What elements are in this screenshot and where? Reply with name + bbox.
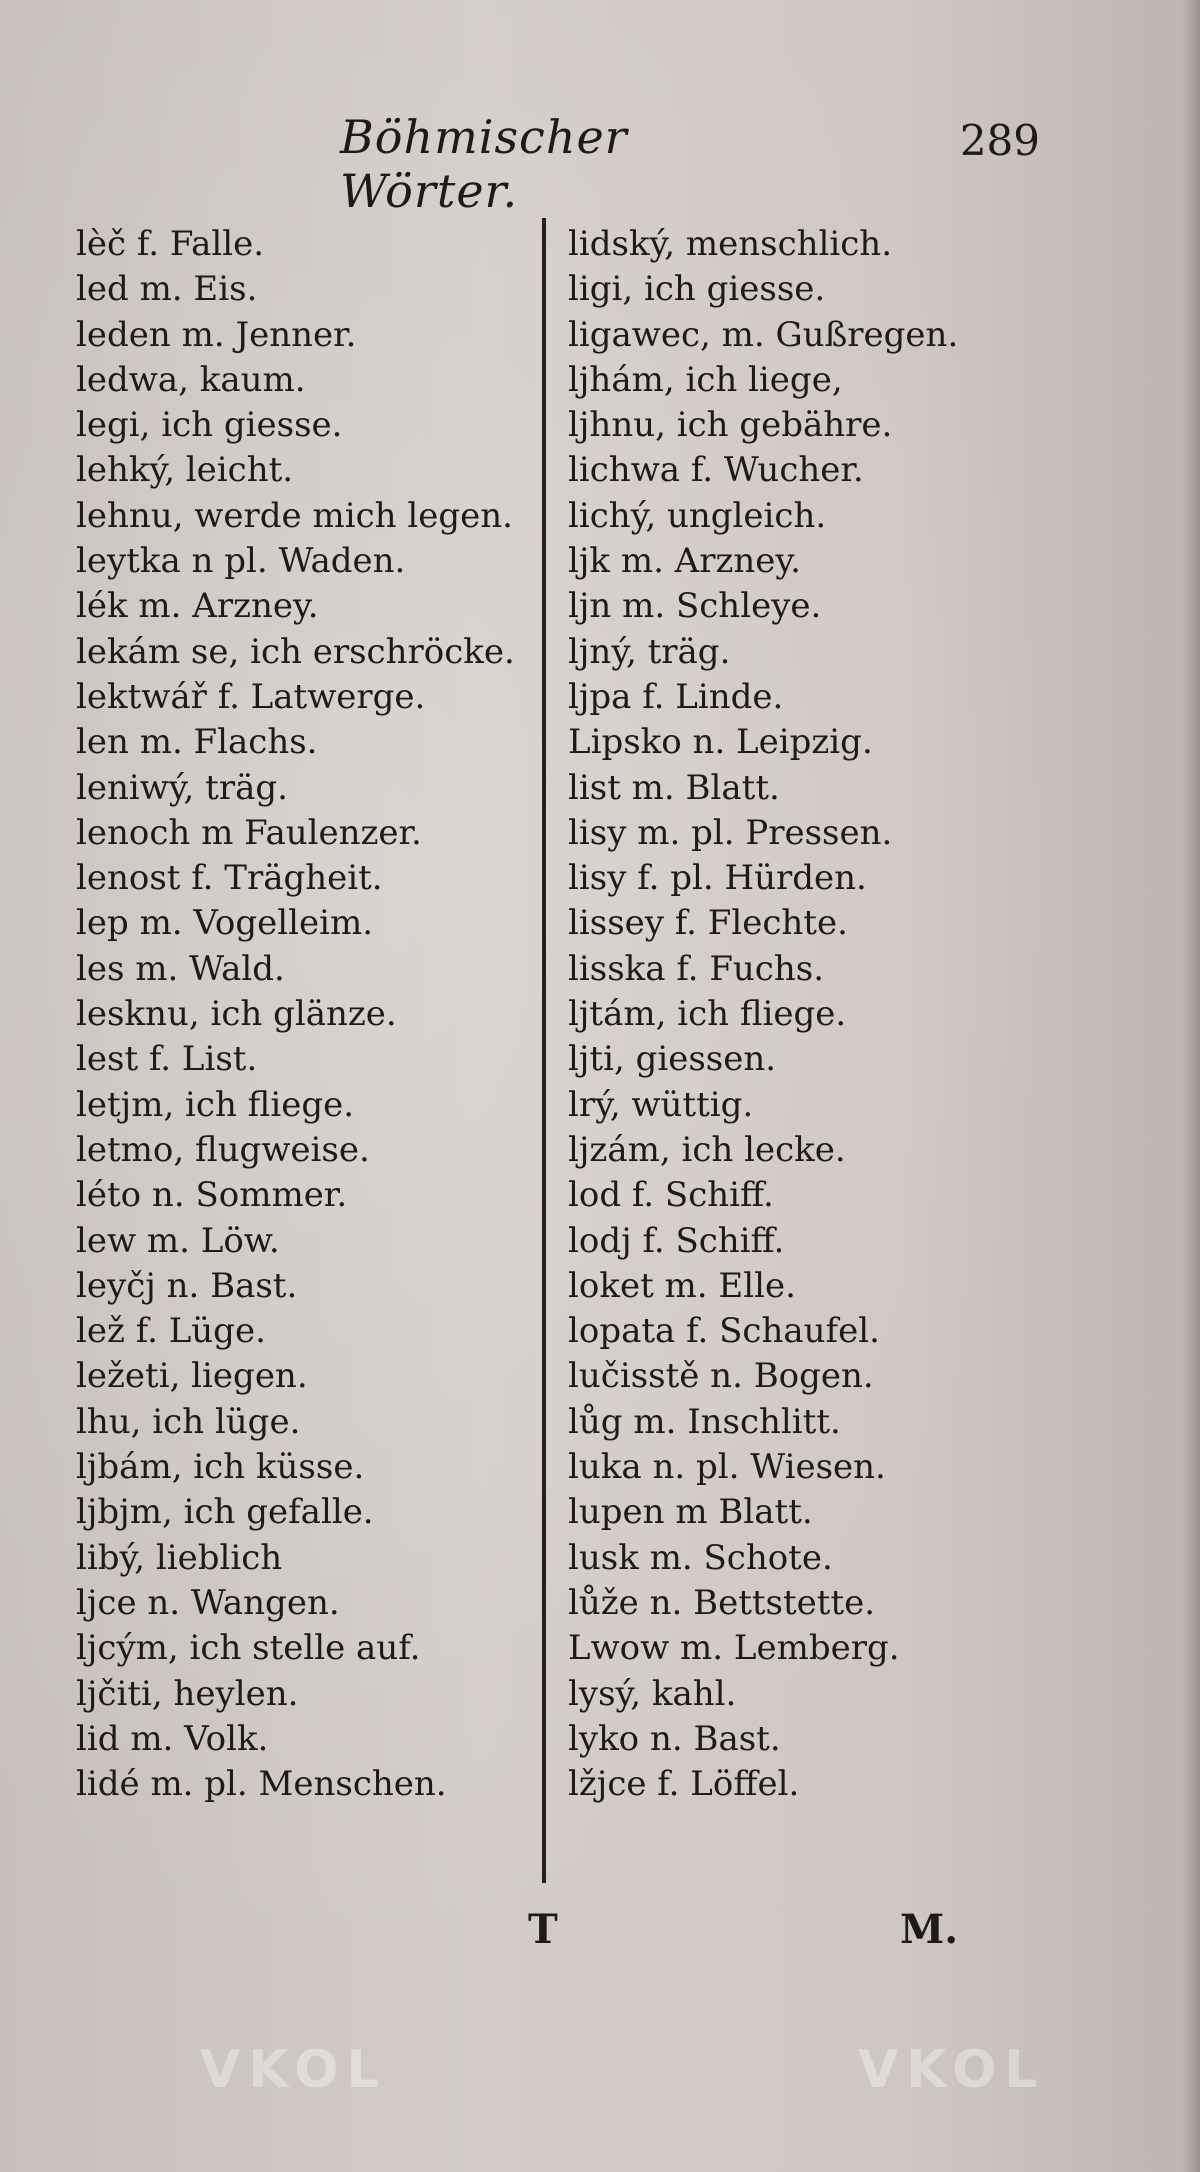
dictionary-entry: lenoch m Faulenzer. — [76, 812, 422, 853]
dictionary-entry: lesknu, ich glänze. — [76, 994, 397, 1035]
running-head: Böhmischer Wörter. — [340, 110, 628, 218]
dictionary-entry: lod f. Schiff. — [568, 1175, 774, 1216]
dictionary-entry: lůže n. Bettstette. — [568, 1582, 876, 1623]
dictionary-entry: lichý, ungleich. — [568, 495, 827, 536]
left-column — [76, 222, 546, 1807]
dictionary-entry: lenost f. Trägheit. — [76, 858, 383, 899]
watermark-text: VKOL — [200, 2040, 388, 2100]
page-number: 289 — [959, 116, 1040, 165]
column-divider — [542, 218, 546, 1883]
dictionary-entry: lůg m. Inschlitt. — [568, 1401, 841, 1442]
dictionary-entry: list m. Blatt. — [568, 767, 780, 808]
catchword: M. — [900, 1906, 959, 1953]
dictionary-entry: ljpa f. Linde. — [568, 676, 784, 717]
signature-mark: T — [528, 1906, 558, 1953]
dictionary-entry: ljčiti, heylen. — [76, 1673, 299, 1714]
dictionary-entry: ljný, träg. — [568, 631, 731, 672]
dictionary-entry: leniwý, träg. — [76, 767, 288, 808]
dictionary-entry: ljhnu, ich gebähre. — [568, 405, 893, 446]
dictionary-entry: lekám se, ich erschröcke. — [76, 631, 515, 672]
dictionary-entry: lopata f. Schaufel. — [568, 1311, 880, 1352]
dictionary-entry: lissey f. Flechte. — [568, 903, 848, 944]
dictionary-entry: lidé m. pl. Menschen. — [76, 1764, 447, 1805]
dictionary-entry: lysý, kahl. — [568, 1673, 737, 1714]
dictionary-entry: lichwa f. Wucher. — [568, 450, 864, 491]
dictionary-entry: lehnu, werde mich legen. — [76, 495, 513, 536]
dictionary-entry: lehký, leicht. — [76, 450, 294, 491]
dictionary-entry: lupen m Blatt. — [568, 1492, 813, 1533]
dictionary-entry: lodj f. Schiff. — [568, 1220, 785, 1261]
dictionary-entry: les m. Wald. — [76, 948, 285, 989]
dictionary-entry: ljzám, ich lecke. — [568, 1129, 846, 1170]
dictionary-entry: lisy m. pl. Pressen. — [568, 812, 893, 853]
dictionary-entry: lid m. Volk. — [76, 1718, 269, 1759]
dictionary-entry: libý, lieblich — [76, 1537, 283, 1578]
dictionary-entry: leyčj n. Bast. — [76, 1265, 298, 1306]
dictionary-entry: léto n. Sommer. — [76, 1175, 348, 1216]
watermark-text: VKOL — [858, 2040, 1046, 2100]
dictionary-entry: lrý, wüttig. — [568, 1084, 754, 1125]
dictionary-entry: ljti, giessen. — [568, 1039, 777, 1080]
dictionary-entry: ljn m. Schleye. — [568, 586, 822, 627]
dictionary-entry: lyko n. Bast. — [568, 1718, 781, 1759]
dictionary-entry: Lipsko n. Leipzig. — [568, 722, 873, 763]
dictionary-entry: ležeti, liegen. — [76, 1356, 308, 1397]
dictionary-entry: legi, ich giesse. — [76, 405, 343, 446]
dictionary-entry: ljcým, ich stelle auf. — [76, 1628, 421, 1669]
dictionary-entry: lèč f. Falle. — [76, 224, 265, 264]
dictionary-entry: lisy f. pl. Hürden. — [568, 858, 867, 899]
dictionary-entry: ljtám, ich fliege. — [568, 994, 847, 1035]
dictionary-entry: leden m. Jenner. — [76, 314, 357, 355]
dictionary-entry: ljhám, ich liege, — [568, 359, 843, 400]
dictionary-entry: led m. Eis. — [76, 269, 258, 310]
dictionary-entry: letjm, ich fliege. — [76, 1084, 355, 1125]
dictionary-entry: Lwow m. Lemberg. — [568, 1628, 900, 1669]
dictionary-entry: lektwář f. Latwerge. — [76, 676, 426, 717]
right-column — [568, 222, 1038, 1807]
dictionary-entry: loket m. Elle. — [568, 1265, 796, 1306]
dictionary-entry: luka n. pl. Wiesen. — [568, 1447, 886, 1488]
dictionary-entry: lest f. List. — [76, 1039, 258, 1080]
dictionary-entry: ledwa, kaum. — [76, 359, 306, 400]
dictionary-entry: lhu, ich lüge. — [76, 1401, 301, 1442]
dictionary-entry: ligawec, m. Gußregen. — [568, 314, 959, 355]
dictionary-entry: ligi, ich giesse. — [568, 269, 826, 310]
dictionary-entry: lew m. Löw. — [76, 1220, 280, 1261]
dictionary-entry: lék m. Arzney. — [76, 586, 319, 627]
dictionary-entry: len m. Flachs. — [76, 722, 318, 763]
dictionary-entry: letmo, flugweise. — [76, 1129, 370, 1170]
dictionary-entry: ljk m. Arzney. — [568, 541, 801, 582]
dictionary-entry: lež f. Lüge. — [76, 1311, 266, 1352]
dictionary-entry: lžjce f. Löffel. — [568, 1764, 800, 1805]
page-edge-shadow — [1182, 0, 1200, 2172]
dictionary-entry: leytka n pl. Waden. — [76, 541, 406, 582]
dictionary-entry: lidský, menschlich. — [568, 224, 893, 264]
dictionary-entry: lep m. Vogelleim. — [76, 903, 374, 944]
dictionary-entry: ljce n. Wangen. — [76, 1582, 340, 1623]
dictionary-entry: ljbám, ich küsse. — [76, 1447, 365, 1488]
dictionary-entry: lusk m. Schote. — [568, 1537, 833, 1578]
dictionary-entry: lučisstě n. Bogen. — [568, 1356, 874, 1397]
dictionary-entry: ljbjm, ich gefalle. — [76, 1492, 374, 1533]
dictionary-entry: lisska f. Fuchs. — [568, 948, 824, 989]
